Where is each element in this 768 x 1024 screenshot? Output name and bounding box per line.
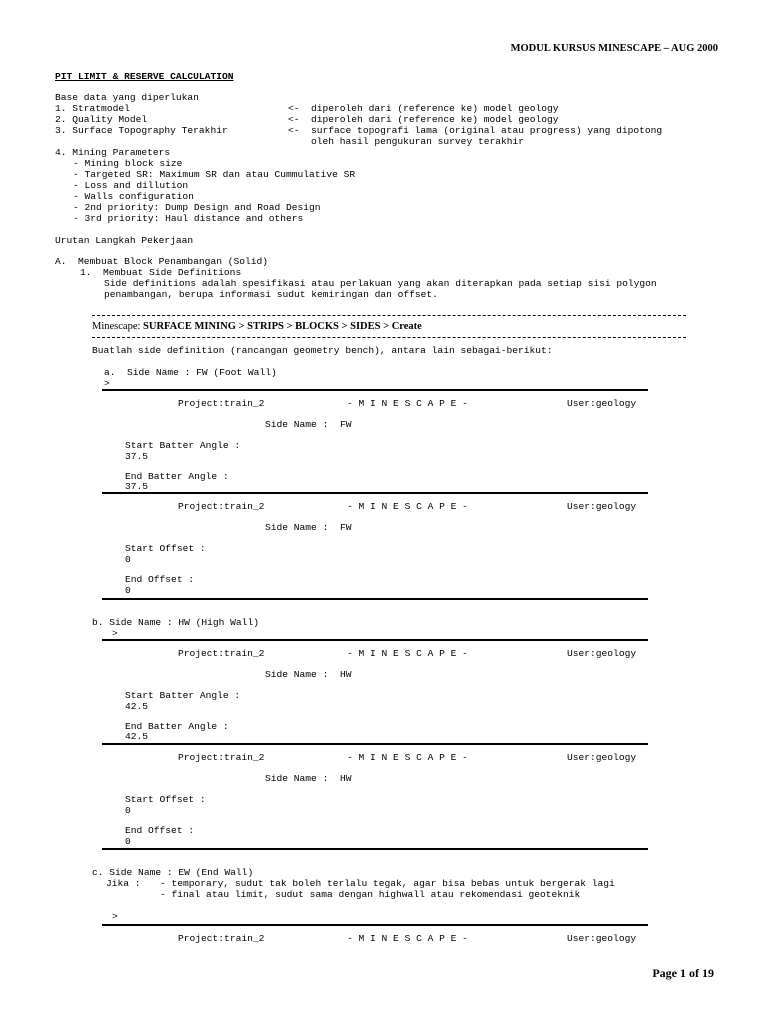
terminal-user: User:geology [567,752,637,763]
dashed-divider [92,315,686,316]
page-header: MODUL KURSUS MINESCAPE – AUG 2000 [510,43,718,54]
terminal-user: User:geology [567,933,637,944]
terminal-separator [102,389,648,391]
base-item-arrow: <- [288,103,300,114]
end-offset-value: 0 [125,585,131,596]
step-1-description: Side definitions adalah spesifikasi atau perlakuan yang akan diterapkan pada setiap sisi polygon [104,278,657,289]
menu-path-line [92,321,422,332]
start-offset-value: 0 [125,805,131,816]
menu-path: SURFACE MINING > STRIPS > BLOCKS > SIDES > Create [143,321,422,332]
dashed-divider [92,337,686,338]
section-a-heading: A. Membuat Block Penambangan (Solid) [55,256,269,267]
end-batter-label: End Batter Angle : [125,721,229,732]
base-item-arrow: <- [288,125,300,136]
base-item-name: 2. Quality Model [55,114,148,125]
terminal-app-name: - M I N E S C A P E - [347,398,468,409]
side-name-value: FW [340,522,352,533]
base-item-name: 1. Stratmodel [55,103,130,114]
terminal-project: Project:train_2 [178,933,265,944]
base-item-desc: diperoleh dari (reference ke) model geology [311,103,559,114]
terminal-prompt: > [112,628,118,639]
side-c-condition-1: - temporary, sudut tak boleh terlalu tegak, agar bisa bebas untuk bergerak lagi [160,878,615,889]
document-title: PIT LIMIT & RESERVE CALCULATION [55,71,234,82]
terminal-project: Project:train_2 [178,648,265,659]
mining-parameter-item: - 2nd priority: Dump Design and Road Design [73,202,321,213]
side-name-value: FW [340,419,352,430]
side-name-label: Side Name : [265,669,329,680]
side-c-condition-2: - final atau limit, sudut sama dengan highwall atau rekomendasi geoteknik [160,889,581,900]
step-1-heading: 1. Membuat Side Definitions [80,267,242,278]
base-data-heading: Base data yang diperlukan [55,92,199,103]
base-item-desc: diperoleh dari (reference ke) model geology [311,114,559,125]
side-name-label: Side Name : [265,773,329,784]
side-b-title: b. Side Name : HW (High Wall) [92,617,259,628]
mining-parameter-item: - Mining block size [73,158,183,169]
start-batter-value: 42.5 [125,701,149,712]
step-1-description-continued: penambangan, berupa informasi sudut kemiringan dan offset. [104,289,438,300]
mining-parameter-item: - Loss and dillution [73,180,189,191]
page-number: Page 1 of 19 [652,966,714,980]
terminal-separator [102,848,648,850]
terminal-project: Project:train_2 [178,501,265,512]
end-batter-value: 42.5 [125,731,149,742]
side-a-title: a. Side Name : FW (Foot Wall) [104,367,277,378]
start-batter-value: 37.5 [125,451,149,462]
terminal-user: User:geology [567,501,637,512]
side-name-label: Side Name : [265,419,329,430]
terminal-project: Project:train_2 [178,398,265,409]
terminal-separator [102,743,648,745]
terminal-app-name: - M I N E S C A P E - [347,501,468,512]
mining-parameters-heading: 4. Mining Parameters [55,147,171,158]
menu-prefix: Minescape: [92,321,144,332]
terminal-separator [102,924,648,926]
mining-parameter-item: - Walls configuration [73,191,194,202]
end-batter-label: End Batter Angle : [125,471,229,482]
mining-parameter-item: - 3rd priority: Haul distance and others [73,213,304,224]
end-offset-label: End Offset : [125,825,195,836]
start-offset-label: Start Offset : [125,794,206,805]
end-offset-value: 0 [125,836,131,847]
base-item-desc: surface topografi lama (original atau progress) yang dipotong [311,125,663,136]
mining-parameter-item: - Targeted SR: Maximum SR dan atau Cummulative SR [73,169,356,180]
start-batter-label: Start Batter Angle : [125,690,241,701]
side-c-title: c. Side Name : EW (End Wall) [92,867,254,878]
end-offset-label: End Offset : [125,574,195,585]
terminal-app-name: - M I N E S C A P E - [347,752,468,763]
base-item-desc-continued: oleh hasil pengukuran survey terakhir [311,136,525,147]
side-name-label: Side Name : [265,522,329,533]
end-batter-value: 37.5 [125,481,149,492]
base-item-arrow: <- [288,114,300,125]
terminal-app-name: - M I N E S C A P E - [347,648,468,659]
terminal-app-name: - M I N E S C A P E - [347,933,468,944]
terminal-project: Project:train_2 [178,752,265,763]
base-item-name: 3. Surface Topography Terakhir [55,125,228,136]
terminal-prompt: > [104,378,110,389]
side-name-value: HW [340,773,352,784]
start-offset-label: Start Offset : [125,543,206,554]
side-c-jika-label: Jika : [106,878,141,889]
terminal-separator [102,492,648,494]
start-batter-label: Start Batter Angle : [125,440,241,451]
start-offset-value: 0 [125,554,131,565]
terminal-user: User:geology [567,398,637,409]
terminal-user: User:geology [567,648,637,659]
instruction-text: Buatlah side definition (rancangan geometry bench), antara lain sebagai-berikut: [92,345,553,356]
steps-heading: Urutan Langkah Pekerjaan [55,235,194,246]
side-name-value: HW [340,669,352,680]
terminal-separator [102,598,648,600]
terminal-prompt: > [112,911,118,922]
terminal-separator [102,639,648,641]
